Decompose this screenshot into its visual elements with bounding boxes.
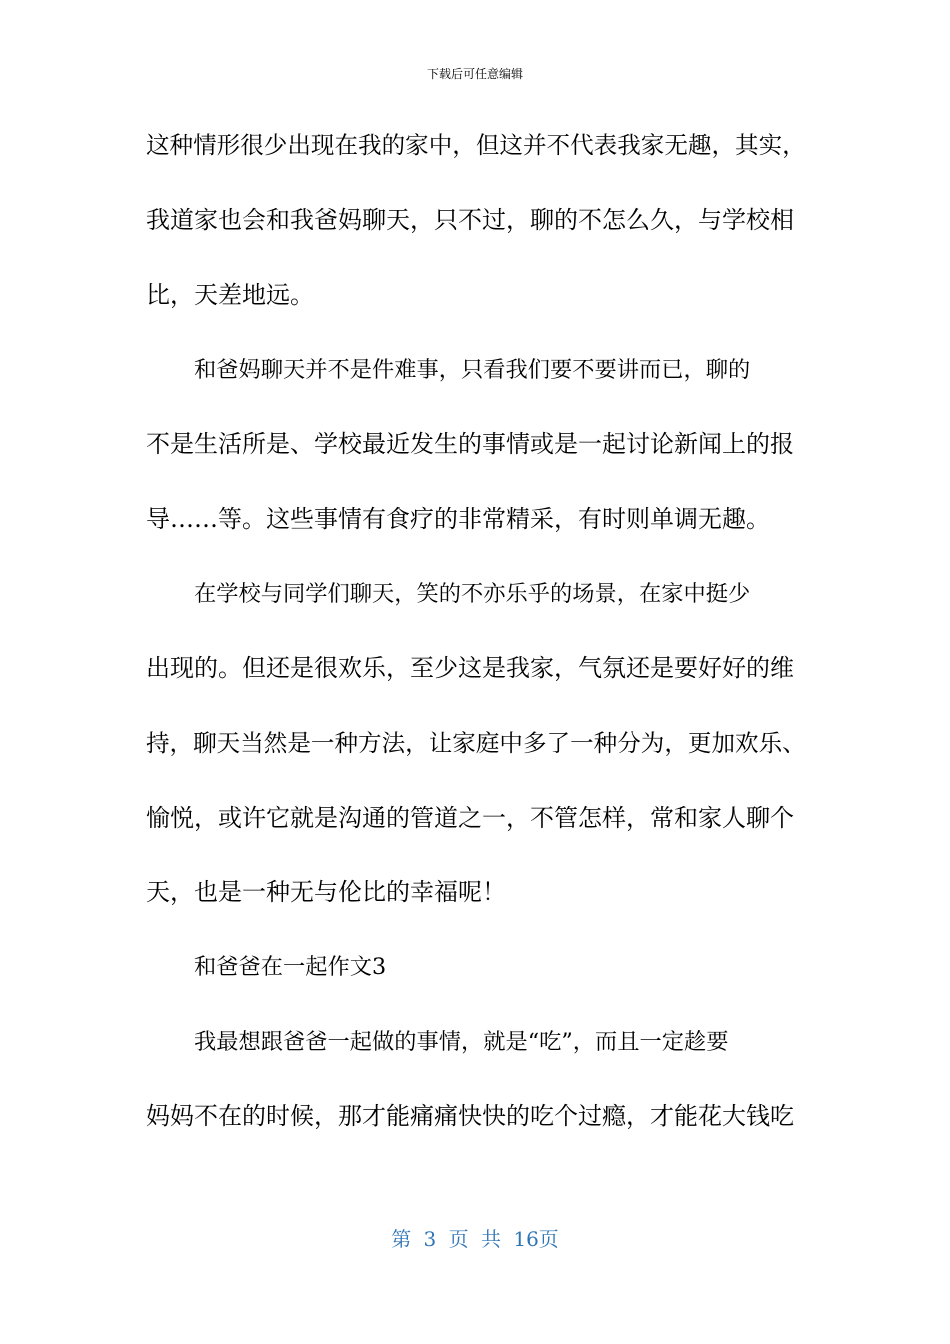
paragraph-start-line: 在学校与同学们聊天，笑的不亦乐乎的场景，在家中挺少 [194, 581, 751, 607]
text-line: 妈妈不在的时候，那才能痛痛快快的吃个过瘾，才能花大钱吃 [146, 1102, 794, 1130]
section-heading: 和爸爸在一起作文3 [194, 954, 387, 980]
text-line: 我道家也会和我爸妈聊天，只不过，聊的不怎么久，与学校相 [146, 206, 794, 234]
page-footer: 第 3 页 共 16页 [391, 1227, 559, 1251]
text-line: 比，天差地远。 [146, 281, 314, 309]
text-line: 不是生活所是、学校最近发生的事情或是一起讨论新闻上的报 [146, 430, 794, 458]
text-line: 持，聊天当然是一种方法，让家庭中多了一种分为，更加欢乐、 [146, 729, 806, 757]
text-line: 出现的。但还是很欢乐，至少这是我家，气氛还是要好好的维 [146, 654, 794, 682]
text-line: 天，也是一种无与伦比的幸福呢！ [146, 878, 506, 906]
paragraph-start-line: 和爸妈聊天并不是件难事，只看我们要不要讲而已，聊的 [194, 357, 751, 383]
text-line: 愉悦，或许它就是沟通的管道之一，不管怎样，常和家人聊个 [146, 804, 794, 832]
text-line: 导……等。这些事情有食疗的非常精采，有时则单调无趣。 [146, 505, 770, 533]
page-header: 下载后可任意编辑 [426, 67, 523, 81]
paragraph-start-line: 我最想跟爸爸一起做的事情，就是“吃”，而且一定趁要 [194, 1029, 729, 1055]
text-line: 这种情形很少出现在我的家中，但这并不代表我家无趣，其实， [146, 131, 806, 159]
